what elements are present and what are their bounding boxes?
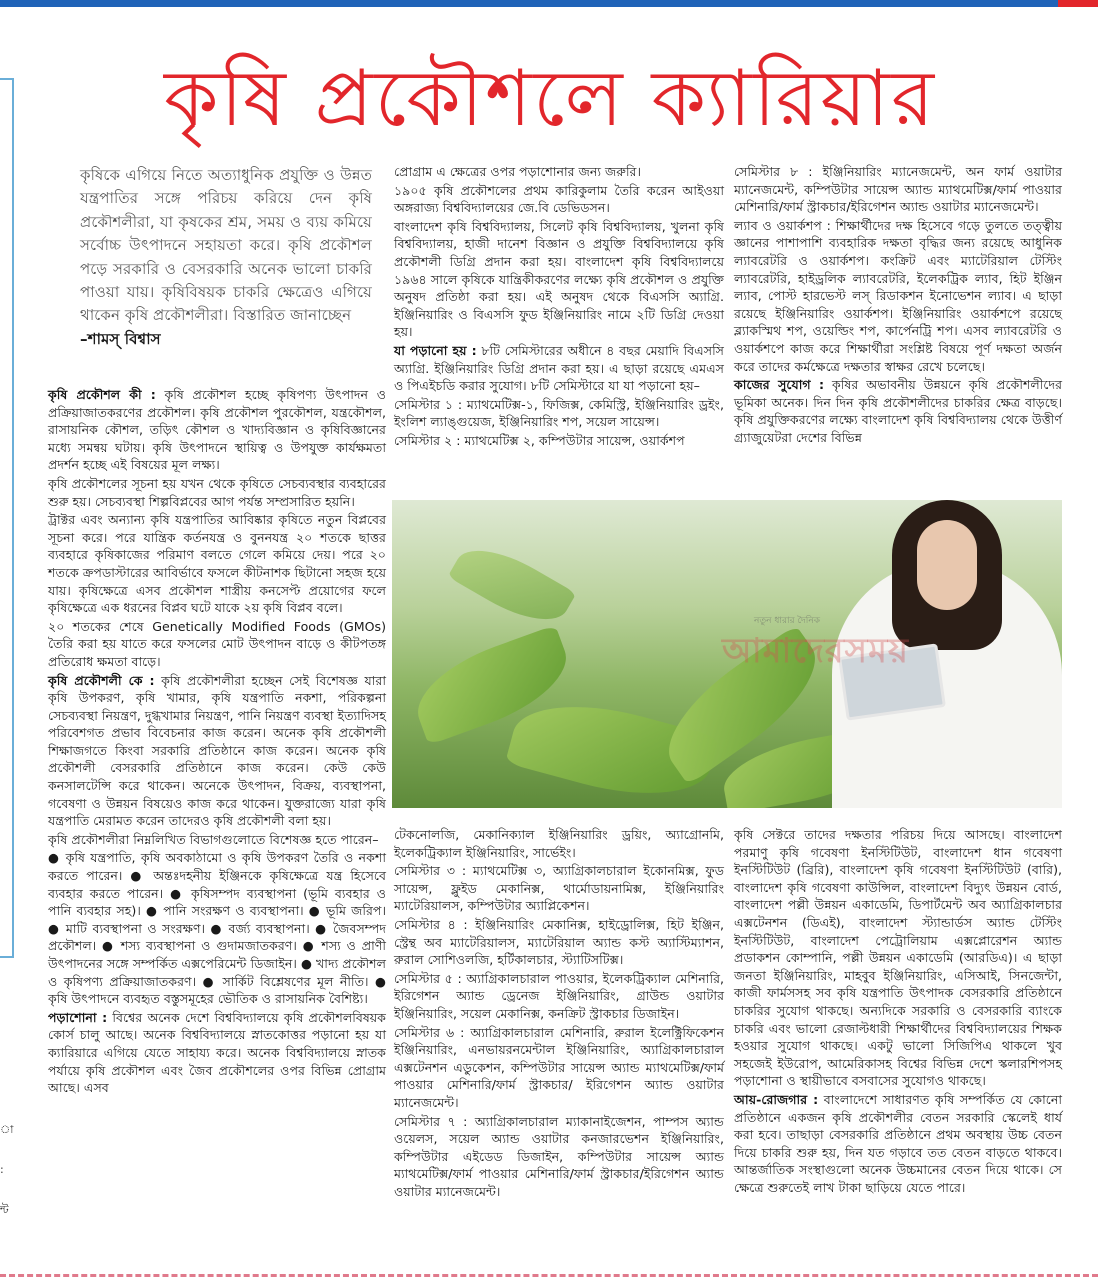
paragraph (394, 163, 724, 181)
paragraph-text: সেমিস্টার ৮ : ইঞ্জিনিয়ারিং ম্যানেজমেন্ট, অন ফার্ম ওয়াটার ম্যানেজমেন্ট, কম্পিউটার সায়েন্স অ্যান্ড ম্যাথমেটিক্স/ফার্ম পাওয়ার মেশিনারি/ফার্ম স্ট্রাকচার/ইরিগেশন অ্যান্ড ওয়াটার ম্যানেজমেন্ট। (734, 164, 1062, 215)
paragraph-text: কৃষি প্রকৌশলের সূচনা হয় যখন থেকে কৃষিতে সেচব্যবস্থার ব্যবহারের শুরু হয়। সেচব্যবস্থা শিল্পবিপ্লবের আগ পর্যন্ত সম্প্রসারিত হয়নি। (48, 475, 386, 509)
byline: –শামস্ বিশ্বাস (80, 329, 161, 348)
paragraph (394, 826, 724, 861)
paragraph-text: বিশ্বের অনেক দেশে বিশ্ববিদ্যালয়ে কৃষি প্রকৌশলবিষয়ক কোর্স চালু আছে। অনেক বিশ্ববিদ্যালয়ে স্নাতকোত্তর পড়ানো হয় যা ক্যারিয়ারে এগিয়ে যেতে সাহায্য করে। অনেক বিশ্ববিদ্যালয়ে স্নাতক পর্যায়ে কৃষি প্রকৌশল এবং জৈব প্রকৌশলের ওপর বিভিন্ন প্রোগ্রাম আছে। এসব (48, 1009, 386, 1096)
paragraph (734, 1091, 1062, 1197)
headline: কৃষি প্রকৌশলে ক্যারিয়ার (163, 54, 937, 144)
paragraph-text: কৃষি সেক্টরে তাদের দক্ষতার পরিচয় দিয়ে আসছে। বাংলাদেশ পরমাণু কৃষি গবেষণা ইনস্টিটিউট, বাংলাদেশ ধান গবেষণা ইনস্টিটিউট (ব্রিরি), বাংলাদেশ কৃষি গবেষণা ইনস্টিটিউট (বারি), বাংলাদেশ কৃষি গবেষণা কাউন্সিল, বাংলাদেশ বিদ্যুৎ উন্নয়ন বোর্ড, বাংলাদেশ পল্লী উন্নয়ন একাডেমি, ডিপার্টমেন্ট অব অ্যাগ্রিকালচার এক্সটেনশন (ডিএই), বাংলাদেশ স্ট্যান্ডার্ডস অ্যান্ড টেস্টিং ইনস্টিটিউট, বাংলাদেশ পেট্রোলিয়াম এক্সপ্লোরেশন অ্যান্ড প্রডাকশন কোম্পানি, পল্লী উন্নয়ন একাডেমি (আরডিএ)। এ ছাড়া জনতা ইঞ্জিনিয়ারিং, মাহবুব ইঞ্জিনিয়ারিং, এসিআই, সিনজেন্টা, কাজী ফার্মসসহ সব কৃষি যন্ত্রপাতি উৎপাদক বেসরকারি প্রতিষ্ঠানে চাকরির সুযোগ থাকছে। অন্যদিকে সরকারি ও বেসরকারি ব্যাংকে চাকরি এবং ভালো রেজাল্টধারী শিক্ষার্থীদের বিশ্ববিদ্যালয়ের শিক্ষক হওয়ার সুযোগ থাকছে। একটু ভালো সিজিপিএ থাকলে খুব সহজেই ইউরোপ, আমেরিকাসহ বিশ্বের বিভিন্ন দেশে স্কলারশিপসহ পড়াশোনা ও স্থায়ীভাবে বসবাসের সুযোগও থাকছে। (734, 827, 1062, 1089)
paragraph-lead: কাজের সুযোগ : (734, 377, 825, 393)
paragraph-text: বাংলাদেশ কৃষি বিশ্ববিদ্যালয়, সিলেট কৃষি বিশ্ববিদ্যালয়, খুলনা কৃষি বিশ্ববিদ্যালয়, হাজী দানেশ বিজ্ঞান ও প্রযুক্তি বিশ্ববিদ্যালয়ে কৃষি প্রকৌশলী ডিগ্রি প্রদান করা হয়। বাংলাদেশ কৃষি বিশ্ববিদ্যালয়ে ১৯৬৪ সালে কৃষিকে যান্ত্রিকীকরণের লক্ষ্যে কৃষি প্রকৌশল ও প্রযুক্তি অনুষদ প্রতিষ্ঠা করা হয়। এই অনুষদ থেকে বিএসসি অ্যাগ্রি. ইঞ্জিনিয়ারিং ও বিএসসি ফুড ইঞ্জিনিয়ারিং নামে ২টি ডিগ্রি দেওয়া হয়। (394, 218, 724, 340)
column-a (48, 386, 386, 1098)
paragraph (394, 342, 724, 395)
paragraph (734, 163, 1062, 216)
paragraph-lead: যা পড়ানো হয় : (394, 342, 477, 358)
column-d (394, 826, 724, 1201)
paragraph (394, 432, 724, 450)
leaf-shape (448, 533, 577, 636)
paragraph (394, 862, 724, 915)
adjacent-article-fragments: া : ন্ট (0, 1123, 14, 1216)
paragraph-text: ট্রাক্টর এবং অন্যান্য কৃষি যন্ত্রপাতির আবিষ্কার কৃষিতে নতুন বিপ্লবের সূচনা করে। পরে যান্ত্রিক কর্তনযন্ত্র ও বুননযন্ত্র ২০ শতকে ছাত্তর ব্যবহারে কৃষিকাজের পরিমাণ বলতে গেলে কমিয়ে দেয়। পরে ২০ শতকে ক্রপডাস্টারের আবির্ভাবে ফসলে কীটনাশক ছিটানো সহজ হয়ে যায়। কৃষিক্ষেত্রে এসব প্রকৌশল শাস্ত্রীয় কনসেপ্ট প্রয়োগের ফলে কৃষিক্ষেত্রে এক ধরনের বিপ্লব ঘটে যাকে ২য় কৃষি বিপ্লব বলে। (48, 512, 386, 616)
paragraph-text: ২০ শতকের শেষে Genetically Modified Foods (GMOs) তৈরি করা হয় যাতে করে ফসলের মোট উৎপাদন বাড়ে ও কীটপতঙ্গ প্রতিরোধ ক্ষমতা বাড়ে। (48, 618, 386, 669)
paragraph-text: সেমিস্টার ৪ : ইঞ্জিনিয়ারিং মেকানিক্স, হাইড্রোলিক্স, হিট ইঞ্জিন, স্ট্রেন্থ অব ম্যাটেরিয়ালস, ম্যাটেরিয়াল অ্যান্ড কস্ট অ্যাস্টিম্যাশন, রুরাল সোশিওলজি, হর্টিকালচার, স্ট্যাটিসটিক্স। (394, 916, 724, 968)
paragraph-lead: আয়-রোজগার : (734, 1091, 819, 1107)
paragraph-text: ল্যাব ও ওয়ার্কশপ : শিক্ষার্থীদের দক্ষ হিসেবে গড়ে তুলতে তত্ত্বীয় জ্ঞানের পাশাপাশি ব্যবহারিক দক্ষতা বৃদ্ধির জন্য রয়েছে আধুনিক ল্যাবরেটরি ও ওয়ার্কশপ। কংক্রিট এবং ম্যাটেরিয়াল টেস্টিং ল্যাবরেটরি, হাইড্রলিক ল্যাবরেটরি, ইলেকট্রিক ল্যাব, হিট ইঞ্জিন ল্যাব, পোস্ট হারভেস্ট লস্ রিডাকশন ইনোভেশন ল্যাব। এ ছাড়া রয়েছে ইঞ্জিনিয়ারিং ওয়ার্কশপ। ইঞ্জিনিয়ারিং ওয়ার্কশপে রয়েছে ব্ল্যাকস্মিথ শপ, ওয়েল্ডিং শপ, কার্পেনট্রি শপ। এসব ল্যাবরেটরি ও ওয়ার্কশপে কাজ করে শিক্ষার্থীরা সংশ্লিষ্ট বিষয়ে পূর্ণ দক্ষতা অর্জন করে তাদের কর্মক্ষেত্রে দক্ষতার স্বাক্ষর রেখে চলেছে। (734, 217, 1062, 374)
paragraph-text: ১৯০৫ কৃষি প্রকৌশলের প্রথম কারিকুলাম তৈরি করেন আইওয়া অঙ্গরাজ্য বিশ্ববিদ্যালয়ের জে.বি ডেভিডসন। (394, 182, 724, 216)
paragraph-text: সেমিস্টার ৩ : ম্যাথমেটিক্স ৩, অ্যাগ্রিকালচারাল ইকোনমিক্স, ফুড সায়েন্স, ফ্লুইড মেকানিক্স, থার্মোডায়নামিক্স, ইঞ্জিনিয়ারিং ম্যাটেরিয়ালস, কম্পিউটার অ্যাপ্লিকেশন। (394, 863, 724, 914)
paragraph-lead: পড়াশোনা : (48, 1009, 108, 1025)
paragraph (48, 849, 386, 1007)
watermark-tagline: নতুন ধারার দৈনিক (754, 616, 820, 626)
column-b (394, 163, 724, 451)
paragraph (48, 1009, 386, 1097)
paragraph-text: কৃষি প্রকৌশল হচ্ছে কৃষিপণ্য উৎপাদন ও প্রক্রিয়াজাতকরণের প্রকৌশল। কৃষি প্রকৌশল পুরকৌশল, যন্ত্রকৌশল, রাসায়নিক কৌশল, তড়িৎ কৌশল ও খাদ্যবিজ্ঞান ও কৃষিবিজ্ঞানের মধ্যে সমন্বয় ঘটায়। কৃষি উৎপাদনে স্থায়িত্ব ও উপযুক্ত কার্যক্ষমতা প্রদর্শন হচ্ছে এই বিষয়ের মূল লক্ষ্য। (48, 387, 386, 473)
paragraph (394, 182, 724, 217)
paragraph-text: সেমিস্টার ৬ : অ্যাগ্রিকালচারাল মেশিনারি, রুরাল ইলেক্ট্রিফিকেশন ইঞ্জিনিয়ারিং, এনভায়রনমেন্টাল ইঞ্জিনিয়ারিং, অ্যাগ্রিকালচারাল এক্সটেনশন এডুকেশন, কম্পিউটার সায়েন্স অ্যান্ড ম্যাথমেটিক্স/ফার্ম পাওয়ার মেশিনারি/ফার্ম স্ট্রাকচার/ ইরিগেশন অ্যান্ড ওয়াটার ম্যানেজমেন্ট। (394, 1024, 724, 1110)
bottom-rule (0, 1274, 1098, 1277)
paragraph-text: কৃষির অভাবনীয় উন্নয়নে কৃষি প্রকৌশলীদের ভূমিকা অনেক। দিন দিন কৃষি প্রকৌশলীদের চাকরির ক্ষেত্র বাড়ছে। কৃষি প্রযুক্তিকরণের লক্ষ্যে বাংলাদেশ কৃষি বিশ্ববিদ্যালয় থেকে উত্তীর্ণ গ্র্যাজুয়েটরা দেশের বিভিন্ন (734, 377, 1062, 445)
paragraph-lead: কৃষি প্রকৌশল কী : (48, 387, 156, 402)
paragraph-text: বাংলাদেশে সাধারণত কৃষি সম্পর্কিত যে কোনো প্রতিষ্ঠানে একজন কৃষি প্রকৌশলীর বেতন সরকারি স্কেলেই ধার্য করা হবে। তাছাড়া বেসরকারি প্রতিষ্ঠানে প্রথম অবস্থায় উচ্চ বেতন দিয়ে চাকরি শুরু হয়, দিন যত গড়াবে তত বেতন বাড়তে থাকবে। আন্তর্জাতিক সংস্থাগুলো অনেক উচ্চমানের বেতন দিয়ে থাকে। সে ক্ষেত্রে শুরুতেই লাখ টাকা ছাড়িয়ে যেতে পারে। (734, 1091, 1062, 1195)
paragraph (394, 916, 724, 969)
top-red-tab (1058, 0, 1098, 7)
paragraph (48, 672, 386, 830)
paragraph (394, 1024, 724, 1112)
paragraph (734, 826, 1062, 1090)
paragraph (394, 970, 724, 1023)
paragraph-text: ৮টি সেমিস্টারের অধীনে ৪ বছর মেয়াদি বিএসসি অ্যাগ্রি. ইঞ্জিনিয়ারিং ডিগ্রি প্রদান করা হয়। এ ছাড়া রয়েছে এমএস ও পিএইচডি করার সুযোগ। ৮টি সেমিস্টারে যা যা পড়ানো হয়– (394, 342, 724, 394)
paragraph-lead: কৃষি প্রকৌশলী কে : (48, 672, 155, 688)
paragraph (394, 218, 724, 341)
paragraph-text: টেকনোলজি, মেকানিক্যাল ইঞ্জিনিয়ারিং ড্রয়িং, অ্যাগ্রোনমি, ইলেকট্রিক্যাল ইঞ্জিনিয়ারিং, সার্ভেইং। (394, 827, 724, 860)
paragraph-text: সেমিস্টার ৫ : অ্যাগ্রিকালচারাল পাওয়ার, ইলেকট্রিক্যাল মেশিনারি, ইরিগেশন অ্যান্ড ড্রেনেজ ইঞ্জিনিয়ারিং, গ্রাউন্ড ওয়াটার ইঞ্জিনিয়ারিং, সয়েল মেকানিক্স, কনক্রিট স্ট্রাকচার ডিজাইন। (394, 970, 725, 1021)
paragraph (48, 475, 386, 510)
top-rule (0, 0, 1098, 7)
adjacent-article-frame (0, 78, 14, 958)
paragraph-text: কৃষি প্রকৌশলীরা নিম্নলিখিত বিভাগগুলোতে বিশেষজ্ঞ হতে পারেন– (48, 831, 379, 847)
paragraph-text: সেমিস্টার ২ : ম্যাথমেটিক্স ২, কম্পিউটার সায়েন্স, ওয়ার্কশপ (394, 432, 685, 448)
column-c (734, 163, 1062, 448)
paragraph (48, 831, 386, 849)
paragraph (48, 511, 386, 617)
column-e (734, 826, 1062, 1197)
paragraph (394, 396, 724, 431)
paragraph (48, 386, 386, 474)
paragraph-text: প্রোগ্রাম এ ক্ষেত্রের ওপর পড়াশোনার জন্য জরুরি। (394, 164, 641, 179)
paragraph (394, 1113, 724, 1201)
intro-text: কৃষিকে এগিয়ে নিতে অত্যাধুনিক প্রযুক্তি ও উন্নত যন্ত্রপাতির সঙ্গে পরিচয় করিয়ে দেন কৃষি প্রকৌশলীরা, যা কৃষকের শ্রম, সময় ও ব্যয় কমিয়ে সর্বোচ্চ উৎপাদনে সহায়তা করে। কৃষি প্রকৌশল পড়ে সরকারি ও বেসরকারি অনেক ভালো চাকরি পাওয়া যায়। কৃষিবিষয়ক চাকরি ক্ষেত্রেও এগিয়ে থাকেন কৃষি প্রকৌশলীরা। বিস্তারিত জানাচ্ছেন (80, 166, 372, 325)
paragraph-text: ● কৃষি যন্ত্রপাতি, কৃষি অবকাঠামো ও কৃষি উপকরণ তৈরি ও নকশা করতে পারেন। ● অন্তঃদহনীয় ইঞ্জিনকে কৃষিক্ষেত্রে যন্ত্র হিসেবে ব্যবহার করতে পারেন। ● কৃষিসম্পদ ব্যবস্থাপনা (ভূমি ব্যবহার ও পানি ব্যবহার সহ)। ● পানি সংরক্ষণ ও ব্যবস্থাপনা। ● ভূমি জরিপ। ● মাটি ব্যবস্থাপনা ও সংরক্ষণ। ● বর্জ্য ব্যবস্থাপনা। ● জৈবসম্পদ প্রকৌশল। ● শস্য ব্যবস্থাপনা ও গুদামজাতকরণ। ● শস্য ও প্রাণী উৎপাদনের সঙ্গে সম্পর্কিত এক্সপেরিমেন্ট ডিজাইন। ● খাদ্য প্রকৌশল ও কৃষিপণ্য প্রক্রিয়াজাতকরণ। ● সার্কিট বিশ্লেষণের মূল নীতি। ● কৃষি উৎপাদনে ব্যবহৃত বস্তুসমূহের ভৌতিক ও রাসায়নিক বৈশিষ্ট্য। (48, 850, 386, 1007)
article-photo (392, 500, 1062, 808)
intro-paragraph (80, 164, 372, 351)
paragraph (48, 618, 386, 671)
paragraph (734, 217, 1062, 375)
paragraph (734, 376, 1062, 446)
paragraph-text: কৃষি প্রকৌশলীরা হচ্ছেন সেই বিশেষজ্ঞ যারা কৃষি উপকরণ, কৃষি খামার, কৃষি যন্ত্রপাতি নকশা, পরিকল্পনা সেচব্যবস্থা নিয়ন্ত্রণ, দুগ্ধখামার নিয়ন্ত্রণ, পানি নিয়ন্ত্রণ ব্যবস্থা ইত্যাদিসহ পরিবেশগত প্রভাব বিবেচনার কাজ করেন। অনেক কৃষি প্রকৌশলী শিক্ষাজগতে কিংবা সরকারি প্রতিষ্ঠানে কাজ করেন। অনেক কৃষি প্রকৌশলী বেসরকারি প্রতিষ্ঠানে কাজ করেন। কেউ কেউ কনসালটেন্সি করে থাকেন। অনেকে উৎপাদন, বিক্রয়, ব্যবস্থাপনা, গবেষণা ও উন্নয়ন বিষয়েও কাজ করে থাকেন। যুক্তরাজ্যে যারা কৃষি যন্ত্রপাতি মেরামত করেন তাদেরও কৃষি প্রকৌশলী বলা হয়। (48, 672, 386, 829)
paragraph-text: সেমিস্টার ১ : ম্যাথমেটিক্স-১, ফিজিক্স, কেমিস্ট্রি, ইঞ্জিনিয়ারিং ড্রইং, ইংলিশ ল্যাঙ্গুয়েজ, ইঞ্জিনিয়ারিং শপ, সয়েল সায়েন্স। (394, 396, 724, 430)
paragraph-text: সেমিস্টার ৭ : অ্যাগ্রিকালচারাল ম্যাকানাইজেশন, পাম্পস অ্যান্ড ওয়েলস, সয়েল অ্যান্ড ওয়াটার কনজারভেশন ইঞ্জিনিয়ারিং, কম্পিউটার এইডেড ডিজাইন, কম্পিউটার সায়েন্স অ্যান্ড ম্যাথমেটিক্স/ফার্ম পাওয়ার মেশিনারি/ফার্ম স্ট্রাকচার/ইরিগেশন অ্যান্ড ওয়াটার ম্যানেজমেন্ট। (394, 1113, 724, 1199)
face (917, 520, 977, 610)
watermark-logo: আমাদেরসময় (722, 631, 909, 671)
